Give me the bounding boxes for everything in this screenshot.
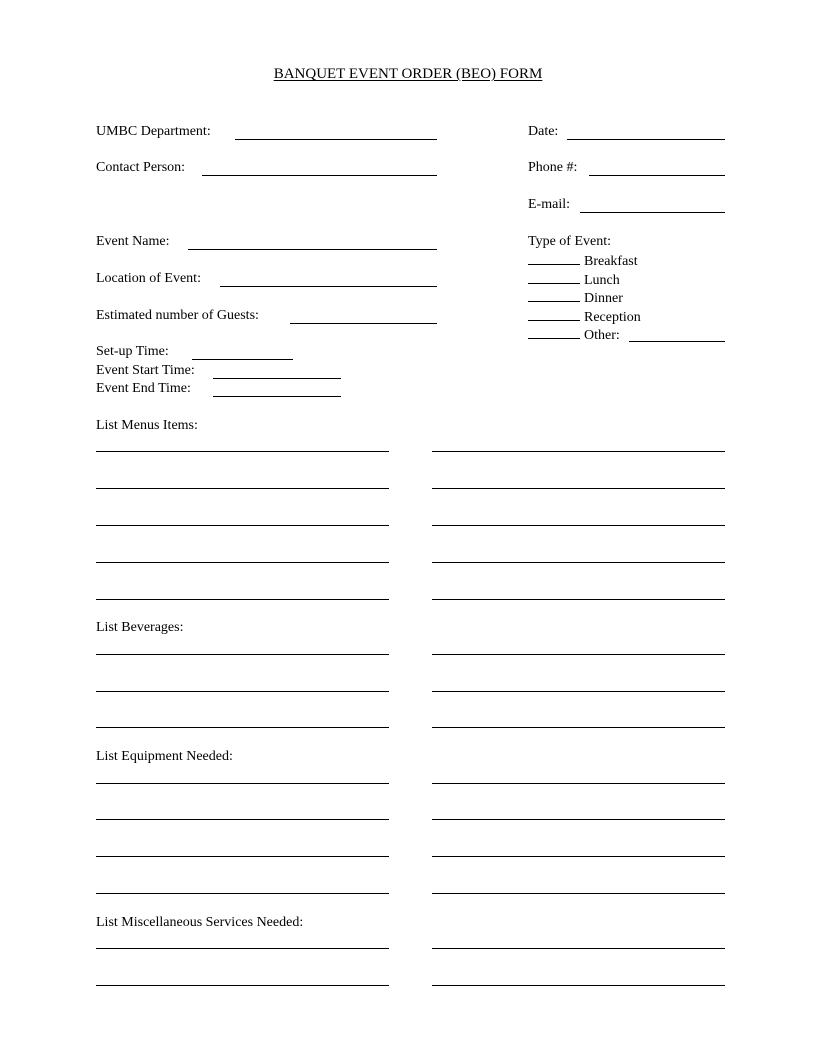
beverage-line-left[interactable] bbox=[96, 691, 389, 692]
guests-label: Estimated number of Guests: bbox=[96, 308, 259, 323]
other-blank[interactable] bbox=[528, 326, 580, 339]
menu-line-right[interactable] bbox=[432, 451, 725, 452]
event-type-option-reception[interactable]: Reception bbox=[528, 308, 641, 326]
guests-field[interactable] bbox=[290, 323, 437, 324]
menu-line-right[interactable] bbox=[432, 525, 725, 526]
other-description-field[interactable] bbox=[629, 341, 725, 342]
equipment-line-right[interactable] bbox=[432, 819, 725, 820]
beverages-section-label: List Beverages: bbox=[96, 620, 184, 635]
beverage-line-left[interactable] bbox=[96, 654, 389, 655]
equipment-line-right[interactable] bbox=[432, 856, 725, 857]
end-time-label: Event End Time: bbox=[96, 381, 191, 396]
email-label: E-mail: bbox=[528, 197, 570, 212]
equipment-line-left[interactable] bbox=[96, 819, 389, 820]
menu-line-left[interactable] bbox=[96, 562, 389, 563]
event-name-field[interactable] bbox=[188, 249, 437, 250]
misc-line-left[interactable] bbox=[96, 985, 389, 986]
beverage-line-left[interactable] bbox=[96, 727, 389, 728]
reception-blank[interactable] bbox=[528, 308, 580, 321]
equipment-section-label: List Equipment Needed: bbox=[96, 749, 233, 764]
event-type-option-breakfast[interactable]: Breakfast bbox=[528, 252, 638, 270]
misc-line-left[interactable] bbox=[96, 948, 389, 949]
beverage-line-right[interactable] bbox=[432, 727, 725, 728]
menu-line-right[interactable] bbox=[432, 562, 725, 563]
phone-label: Phone #: bbox=[528, 160, 578, 175]
contact-field[interactable] bbox=[202, 175, 437, 176]
email-field[interactable] bbox=[580, 212, 725, 213]
beverage-line-right[interactable] bbox=[432, 654, 725, 655]
dinner-blank[interactable] bbox=[528, 289, 580, 302]
phone-field[interactable] bbox=[589, 175, 725, 176]
menus-section-label: List Menus Items: bbox=[96, 418, 198, 433]
department-label: UMBC Department: bbox=[96, 124, 211, 139]
date-field[interactable] bbox=[567, 139, 725, 140]
date-label: Date: bbox=[528, 124, 559, 139]
lunch-blank[interactable] bbox=[528, 271, 580, 284]
menu-line-right[interactable] bbox=[432, 599, 725, 600]
misc-line-right[interactable] bbox=[432, 948, 725, 949]
event-name-label: Event Name: bbox=[96, 234, 170, 249]
menu-line-left[interactable] bbox=[96, 451, 389, 452]
beverage-line-right[interactable] bbox=[432, 691, 725, 692]
menu-line-right[interactable] bbox=[432, 488, 725, 489]
department-field[interactable] bbox=[235, 139, 437, 140]
location-field[interactable] bbox=[220, 286, 437, 287]
start-time-label: Event Start Time: bbox=[96, 363, 195, 378]
breakfast-blank[interactable] bbox=[528, 252, 580, 265]
event-type-option-lunch[interactable]: Lunch bbox=[528, 271, 620, 289]
contact-label: Contact Person: bbox=[96, 160, 186, 175]
equipment-line-right[interactable] bbox=[432, 893, 725, 894]
start-time-field[interactable] bbox=[213, 378, 341, 379]
menu-line-left[interactable] bbox=[96, 599, 389, 600]
equipment-line-left[interactable] bbox=[96, 856, 389, 857]
location-label: Location of Event: bbox=[96, 271, 201, 286]
equipment-line-left[interactable] bbox=[96, 783, 389, 784]
menu-line-left[interactable] bbox=[96, 525, 389, 526]
setup-time-field[interactable] bbox=[192, 359, 293, 360]
equipment-line-left[interactable] bbox=[96, 893, 389, 894]
misc-line-right[interactable] bbox=[432, 985, 725, 986]
event-type-option-other[interactable]: Other: bbox=[528, 326, 620, 344]
event-type-label: Type of Event: bbox=[528, 234, 611, 249]
end-time-field[interactable] bbox=[213, 396, 341, 397]
form-title: BANQUET EVENT ORDER (BEO) FORM bbox=[273, 66, 543, 82]
setup-time-label: Set-up Time: bbox=[96, 344, 169, 359]
event-type-option-dinner[interactable]: Dinner bbox=[528, 289, 623, 307]
misc-section-label: List Miscellaneous Services Needed: bbox=[96, 915, 304, 930]
equipment-line-right[interactable] bbox=[432, 783, 725, 784]
menu-line-left[interactable] bbox=[96, 488, 389, 489]
